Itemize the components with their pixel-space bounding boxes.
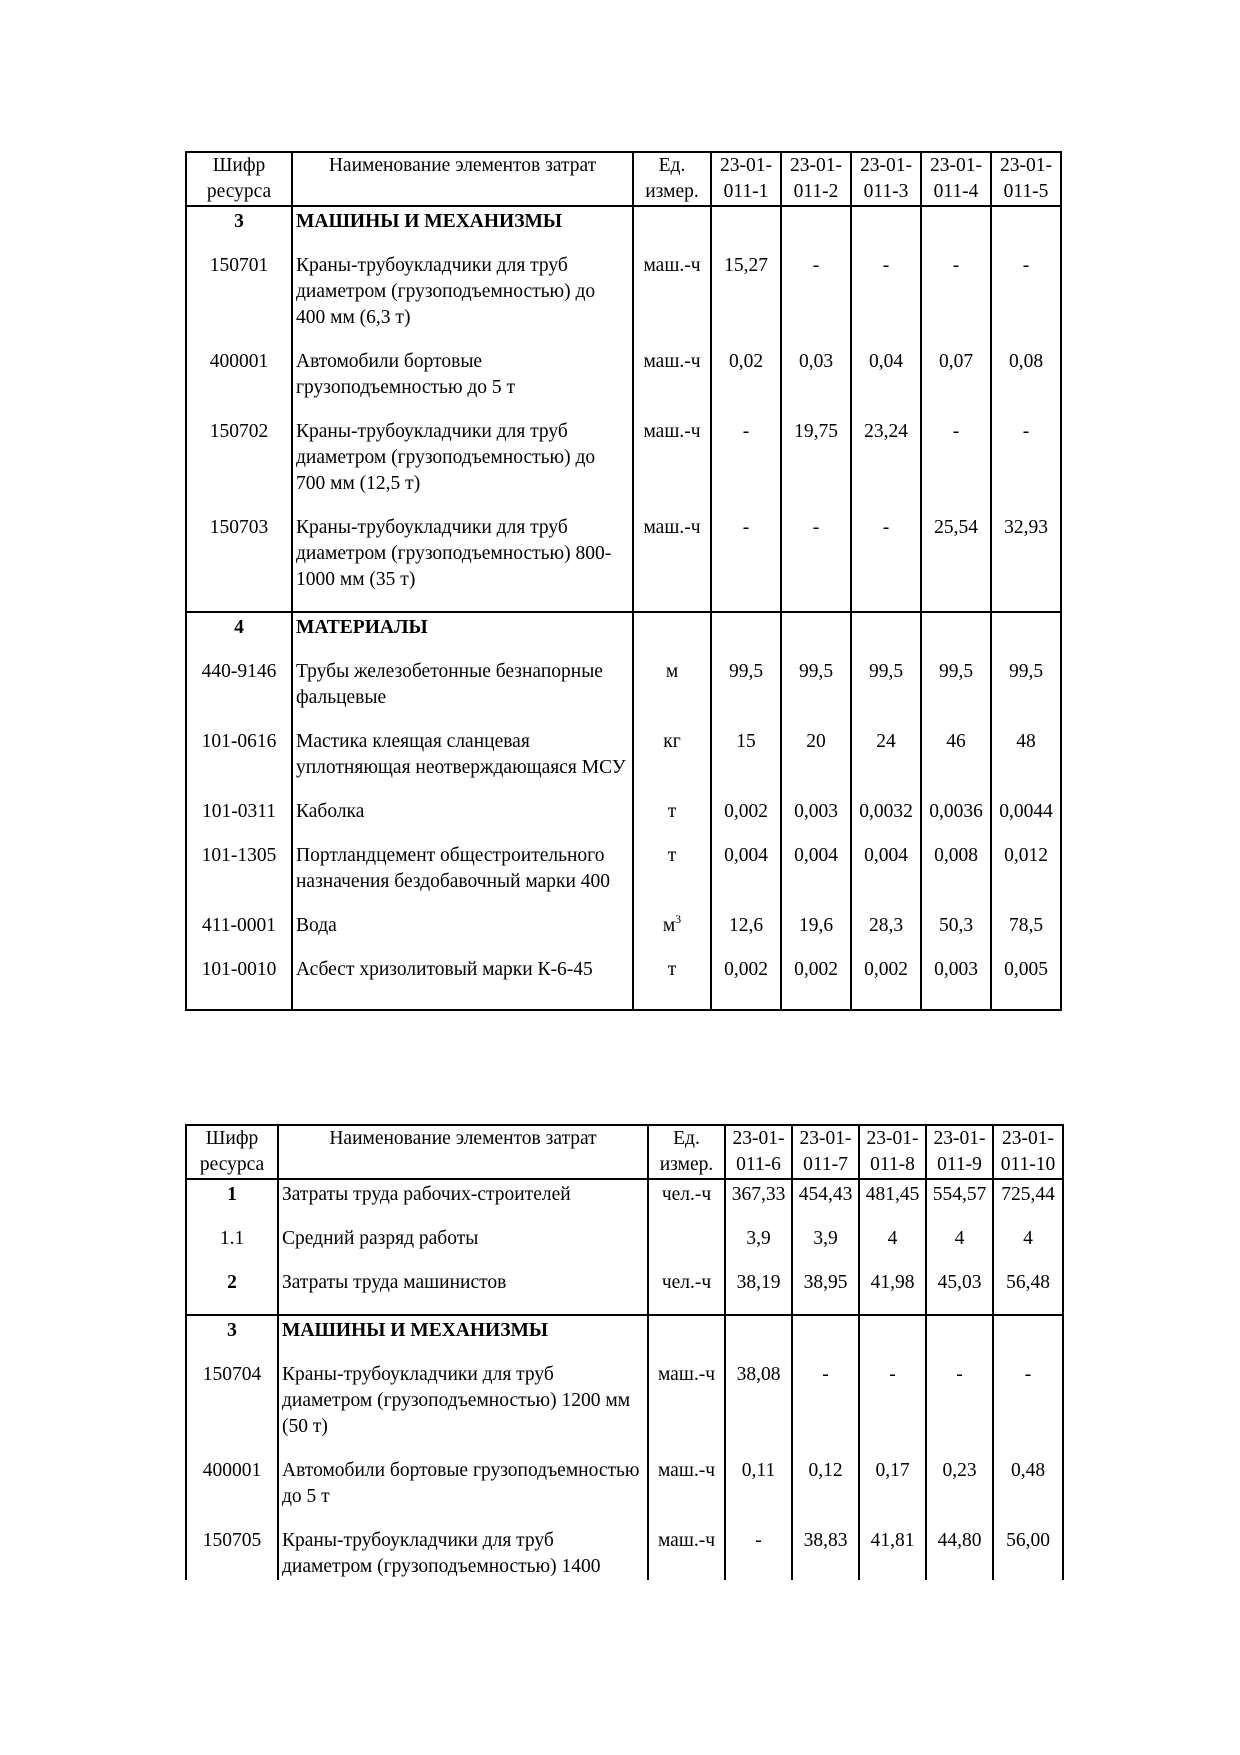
value-cell: 56,00 (993, 1528, 1063, 1580)
resource-name: Краны-трубоукладчики для труб диаметром (грузоподъемностью) 800-1000 мм (35 т) (292, 515, 633, 612)
header-name: Наименование элементов затрат (278, 1125, 648, 1179)
header-unit: Ед. измер. (633, 152, 711, 206)
header-col: 23-01-011-6 (725, 1125, 792, 1179)
section-code: 3 (186, 1315, 278, 1362)
value-cell: 554,57 (926, 1179, 993, 1226)
value-cell: 3,9 (725, 1226, 792, 1270)
resource-code: 150705 (186, 1528, 278, 1580)
table-row (186, 799, 1061, 843)
resource-name: Краны-трубоукладчики для труб диаметром (грузоподъемностью) до 700 мм (12,5 т) (292, 419, 633, 515)
header-code: Шифр ресурса (186, 152, 292, 206)
section-code: 4 (186, 612, 292, 659)
resource-name: Мастика клеящая сланцевая уплотняющая неотверждающаяся МСУ (292, 729, 633, 799)
value-cell: - (851, 515, 921, 612)
value-cell: 38,19 (725, 1270, 792, 1315)
value-cell: 19,75 (781, 419, 851, 515)
value-cell: 0,004 (781, 843, 851, 913)
value-cell: 0,02 (711, 349, 781, 419)
section-title: МАТЕРИАЛЫ (292, 612, 633, 659)
value-cell: 4 (859, 1226, 926, 1270)
value-cell: - (926, 1362, 993, 1458)
value-cell: 367,33 (725, 1179, 792, 1226)
value-cell: 48 (991, 729, 1061, 799)
value-cell: 0,008 (921, 843, 991, 913)
value-cell: 725,44 (993, 1179, 1063, 1226)
resource-name: Каболка (292, 799, 633, 843)
resource-name: Портландцемент общестроительного назначения бездобавочный марки 400 (292, 843, 633, 913)
resource-unit: чел.-ч (648, 1270, 725, 1315)
resource-unit: $м^3$ (633, 913, 711, 957)
value-cell: 38,83 (792, 1528, 859, 1580)
section-title: МАШИНЫ И МЕХАНИЗМЫ (278, 1315, 648, 1362)
resource-code: 400001 (186, 349, 292, 419)
value-cell: 20 (781, 729, 851, 799)
header-code: Шифр ресурса (186, 1125, 278, 1179)
table-row (186, 253, 1061, 349)
value-cell: 28,3 (851, 913, 921, 957)
value-cell: - (851, 253, 921, 349)
value-cell: - (781, 515, 851, 612)
resource-unit: т (633, 843, 711, 913)
value-cell: 0,012 (991, 843, 1061, 913)
section-title: МАШИНЫ И МЕХАНИЗМЫ (292, 206, 633, 253)
value-cell: 23,24 (851, 419, 921, 515)
resource-code: 150704 (186, 1362, 278, 1458)
table-header (186, 1125, 1063, 1179)
value-cell: 38,08 (725, 1362, 792, 1458)
value-cell: 0,07 (921, 349, 991, 419)
resource-unit: маш.-ч (648, 1528, 725, 1580)
resource-name: Средний разряд работы (278, 1226, 648, 1270)
value-cell: 4 (926, 1226, 993, 1270)
value-cell: 454,43 (792, 1179, 859, 1226)
value-cell: 0,002 (711, 957, 781, 1010)
resource-code: 411-0001 (186, 913, 292, 957)
value-cell: - (711, 515, 781, 612)
value-cell: - (921, 419, 991, 515)
value-cell: 15,27 (711, 253, 781, 349)
resource-name: Автомобили бортовые грузоподъемностью до 5 т (292, 349, 633, 419)
resource-name: Затраты труда рабочих-строителей (278, 1179, 648, 1226)
value-cell: - (993, 1362, 1063, 1458)
header-col: 23-01-011-4 (921, 152, 991, 206)
value-cell: 0,0044 (991, 799, 1061, 843)
table-row (186, 1179, 1063, 1226)
value-cell: 0,004 (711, 843, 781, 913)
resource-code: 101-0010 (186, 957, 292, 1010)
value-cell: 0,003 (921, 957, 991, 1010)
value-cell: 41,81 (859, 1528, 926, 1580)
value-cell: 0,04 (851, 349, 921, 419)
value-cell: 0,03 (781, 349, 851, 419)
value-cell: - (921, 253, 991, 349)
resource-unit: кг (633, 729, 711, 799)
value-cell: 78,5 (991, 913, 1061, 957)
value-cell: 99,5 (781, 659, 851, 729)
header-col: 23-01-011-7 (792, 1125, 859, 1179)
section-header-row (186, 1315, 1063, 1362)
table-row (186, 1226, 1063, 1270)
header-col: 23-01-011-5 (991, 152, 1061, 206)
header-col: 23-01-011-1 (711, 152, 781, 206)
header-unit: Ед. измер. (648, 1125, 725, 1179)
value-cell: 481,45 (859, 1179, 926, 1226)
value-cell: 99,5 (991, 659, 1061, 729)
resource-code: 400001 (186, 1458, 278, 1528)
resource-unit: маш.-ч (648, 1362, 725, 1458)
header-col: 23-01-011-2 (781, 152, 851, 206)
resource-name: Автомобили бортовые грузоподъемностью до 5 т (278, 1458, 648, 1528)
value-cell: 0,0032 (851, 799, 921, 843)
value-cell: 0,004 (851, 843, 921, 913)
value-cell: 99,5 (851, 659, 921, 729)
resource-unit: т (633, 957, 711, 1010)
value-cell: 0,002 (711, 799, 781, 843)
resource-code: 150701 (186, 253, 292, 349)
resource-unit: маш.-ч (633, 419, 711, 515)
table-row (186, 1270, 1063, 1315)
resource-unit: чел.-ч (648, 1179, 725, 1226)
value-cell: 4 (993, 1226, 1063, 1270)
value-cell: - (792, 1362, 859, 1458)
value-cell: 25,54 (921, 515, 991, 612)
header-col: 23-01-011-8 (859, 1125, 926, 1179)
value-cell: 56,48 (993, 1270, 1063, 1315)
table-row (186, 419, 1061, 515)
value-cell: - (725, 1528, 792, 1580)
section-code: 3 (186, 206, 292, 253)
value-cell: 99,5 (711, 659, 781, 729)
value-cell: 45,03 (926, 1270, 993, 1315)
value-cell: 41,98 (859, 1270, 926, 1315)
resource-name: Краны-трубоукладчики для труб диаметром (грузоподъемностью) до 400 мм (6,3 т) (292, 253, 633, 349)
table-row (186, 1458, 1063, 1528)
value-cell: 0,003 (781, 799, 851, 843)
value-cell: 38,95 (792, 1270, 859, 1315)
value-cell: 44,80 (926, 1528, 993, 1580)
resource-unit: т (633, 799, 711, 843)
resource-table-2 (185, 1124, 1064, 1580)
header-col: 23-01-011-9 (926, 1125, 993, 1179)
value-cell: 0,12 (792, 1458, 859, 1528)
value-cell: 0,005 (991, 957, 1061, 1010)
resource-unit: маш.-ч (648, 1458, 725, 1528)
resource-code: 101-1305 (186, 843, 292, 913)
value-cell: 32,93 (991, 515, 1061, 612)
value-cell: 46 (921, 729, 991, 799)
value-cell: 3,9 (792, 1226, 859, 1270)
table-row (186, 1528, 1063, 1580)
resource-code: 2 (186, 1270, 278, 1315)
value-cell: - (991, 253, 1061, 349)
resource-name: Затраты труда машинистов (278, 1270, 648, 1315)
resource-code: 440-9146 (186, 659, 292, 729)
header-col: 23-01-011-10 (993, 1125, 1063, 1179)
value-cell: - (991, 419, 1061, 515)
value-cell: 0,002 (851, 957, 921, 1010)
resource-code: 1.1 (186, 1226, 278, 1270)
resource-unit: маш.-ч (633, 253, 711, 349)
value-cell: - (859, 1362, 926, 1458)
value-cell: 0,0036 (921, 799, 991, 843)
resource-name: Асбест хризолитовый марки К-6-45 (292, 957, 633, 1010)
resource-code: 150702 (186, 419, 292, 515)
resource-unit: м (633, 659, 711, 729)
resource-table-1 (185, 151, 1062, 1011)
resource-name: Краны-трубоукладчики для труб диаметром (грузоподъемностью) 1200 мм (50 т) (278, 1362, 648, 1458)
header-name: Наименование элементов затрат (292, 152, 633, 206)
value-cell: 19,6 (781, 913, 851, 957)
value-cell: 0,002 (781, 957, 851, 1010)
value-cell: 24 (851, 729, 921, 799)
table-row (186, 349, 1061, 419)
table-row (186, 913, 1061, 957)
table-row (186, 659, 1061, 729)
value-cell: 50,3 (921, 913, 991, 957)
value-cell: 99,5 (921, 659, 991, 729)
resource-name: Трубы железобетонные безнапорные фальцевые (292, 659, 633, 729)
resource-code: 101-0616 (186, 729, 292, 799)
value-cell: - (711, 419, 781, 515)
table-row (186, 957, 1061, 1010)
resource-code: 101-0311 (186, 799, 292, 843)
section-header-row (186, 206, 1061, 253)
resource-name: Вода (292, 913, 633, 957)
table-row (186, 1362, 1063, 1458)
value-cell: 15 (711, 729, 781, 799)
section-header-row (186, 612, 1061, 659)
table-header (186, 152, 1061, 206)
resource-code: 1 (186, 1179, 278, 1226)
resource-unit: маш.-ч (633, 349, 711, 419)
resource-name: Краны-трубоукладчики для труб диаметром (грузоподъемностью) 1400 (278, 1528, 648, 1580)
resource-unit: маш.-ч (633, 515, 711, 612)
resource-unit (648, 1226, 725, 1270)
resource-code: 150703 (186, 515, 292, 612)
table-row (186, 843, 1061, 913)
value-cell: - (781, 253, 851, 349)
header-col: 23-01-011-3 (851, 152, 921, 206)
value-cell: 0,11 (725, 1458, 792, 1528)
value-cell: 12,6 (711, 913, 781, 957)
value-cell: 0,23 (926, 1458, 993, 1528)
value-cell: 0,48 (993, 1458, 1063, 1528)
table-row (186, 729, 1061, 799)
value-cell: 0,17 (859, 1458, 926, 1528)
value-cell: 0,08 (991, 349, 1061, 419)
table-row (186, 515, 1061, 612)
